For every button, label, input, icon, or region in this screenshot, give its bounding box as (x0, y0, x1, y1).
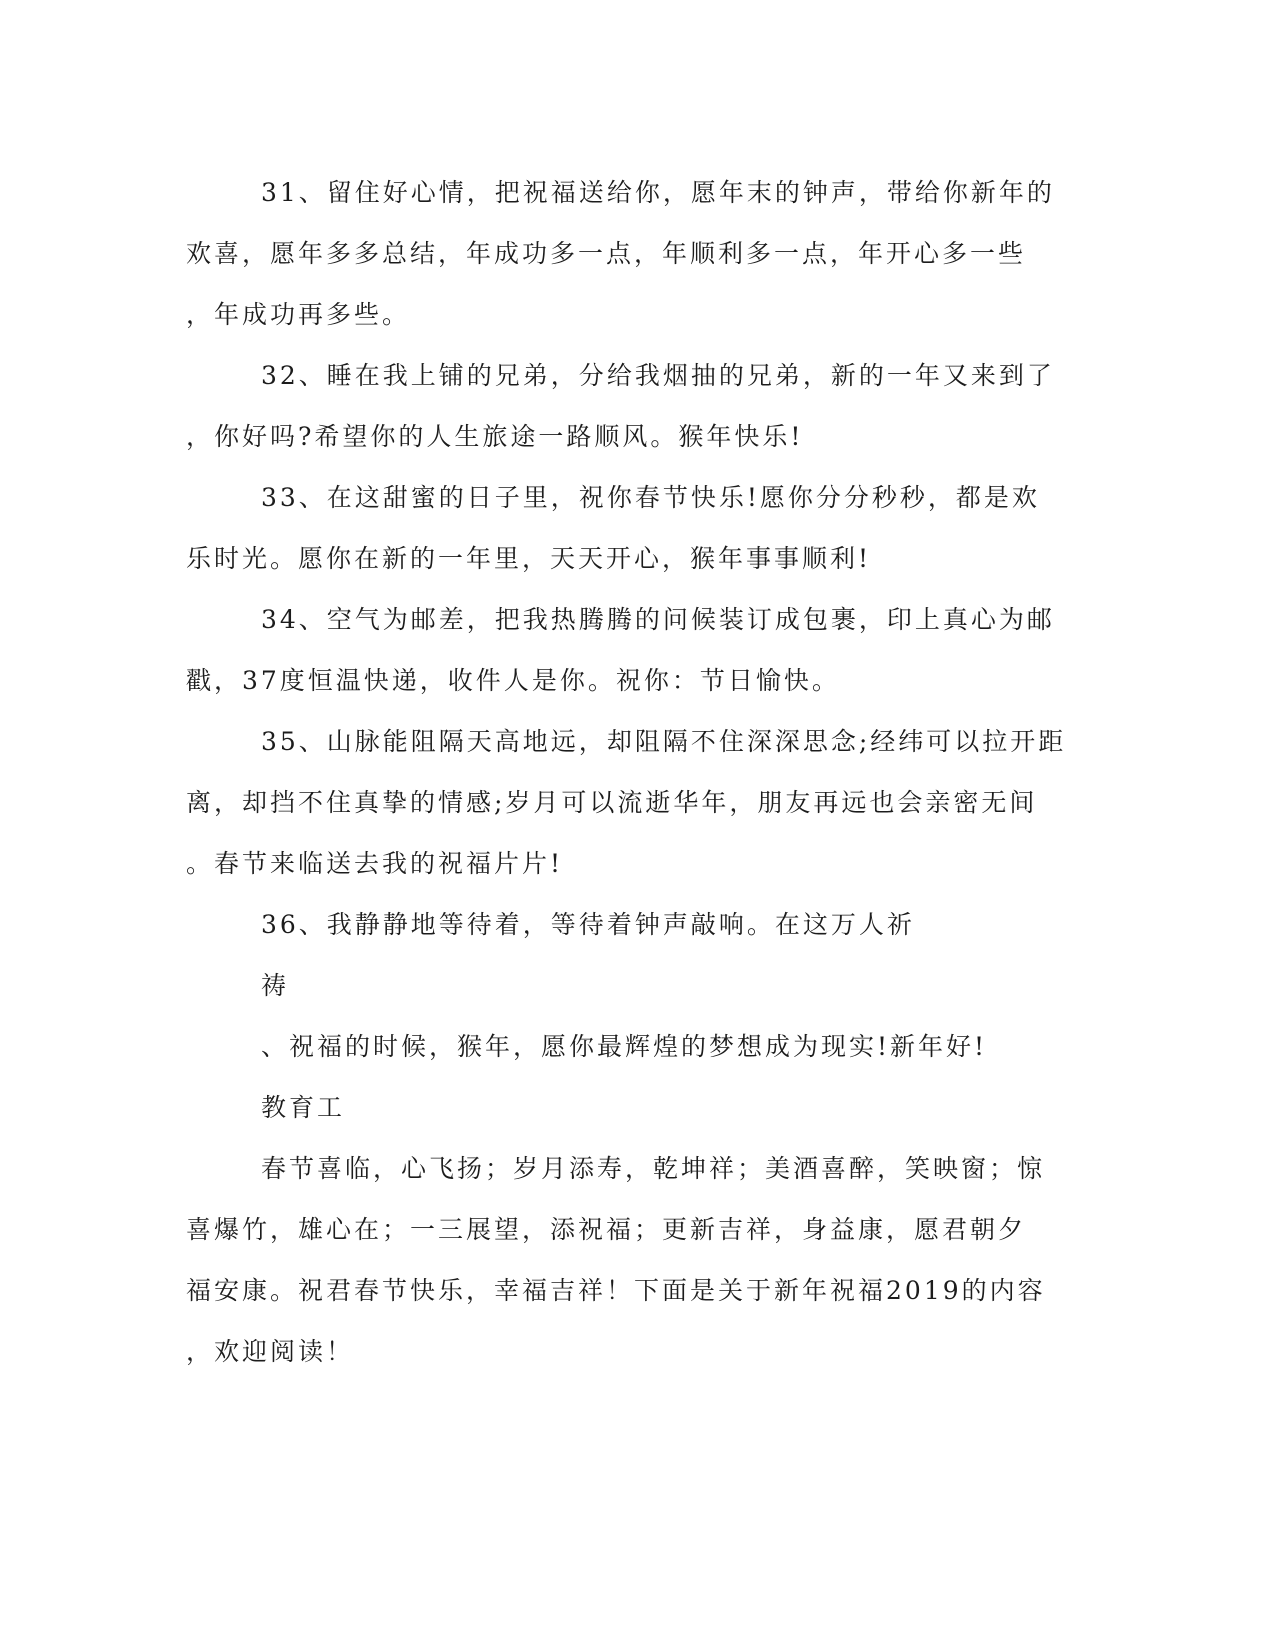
paragraph-36-line-1: 36、我静静地等待着，等待着钟声敲响。在这万人祈 (261, 910, 915, 939)
section-heading: 教育工 (261, 1093, 346, 1122)
paragraph-36-line-2: 祷 (261, 971, 290, 1000)
paragraph-33-line-1: 33、在这甜蜜的日子里，祝你春节快乐!愿你分分秒秒，都是欢 (261, 483, 1040, 512)
document-body (186, 162, 1086, 1382)
paragraph-33-line-2: 乐时光。愿你在新的一年里，天天开心，猴年事事顺利! (186, 544, 872, 573)
intro-paragraph-line-1: 春节喜临，心飞扬；岁月添寿，乾坤祥；美酒喜醉，笑映窗；惊 (261, 1154, 1046, 1183)
paragraph-36-line-3: 、祝福的时候，猴年，愿你最辉煌的梦想成为现实!新年好! (261, 1032, 988, 1061)
paragraph-34-line-2: 戳，37度恒温快递，收件人是你。祝你：节日愉快。 (186, 666, 840, 695)
intro-paragraph-line-4: ，欢迎阅读！ (186, 1337, 355, 1366)
intro-paragraph-line-2: 喜爆竹，雄心在；一三展望，添祝福；更新吉祥，身益康，愿君朝夕 (186, 1215, 1027, 1244)
paragraph-35-line-3: 。春节来临送去我的祝福片片! (186, 849, 564, 878)
paragraph-32-line-1: 32、睡在我上铺的兄弟，分给我烟抽的兄弟，新的一年又来到了 (261, 361, 1055, 390)
paragraph-35-line-1: 35、山脉能阻隔天高地远，却阻隔不住深深思念;经纬可以拉开距 (261, 727, 1067, 756)
paragraph-31-line-1: 31、留住好心情，把祝福送给你，愿年末的钟声，带给你新年的 (261, 178, 1055, 207)
paragraph-31-line-3: ，年成功再多些。 (186, 300, 411, 329)
paragraph-32-line-2: ，你好吗?希望你的人生旅途一路顺风。猴年快乐! (186, 422, 804, 451)
paragraph-31-line-2: 欢喜，愿年多多总结，年成功多一点，年顺利多一点，年开心多一些 (186, 239, 1027, 268)
paragraph-34-line-1: 34、空气为邮差，把我热腾腾的问候装订成包裹，印上真心为邮 (261, 605, 1055, 634)
intro-paragraph-line-3: 福安康。祝君春节快乐，幸福吉祥！下面是关于新年祝福2019的内容 (186, 1276, 1046, 1305)
paragraph-35-line-2: 离，却挡不住真挚的情感;岁月可以流逝华年，朋友再远也会亲密无间 (186, 788, 1038, 817)
